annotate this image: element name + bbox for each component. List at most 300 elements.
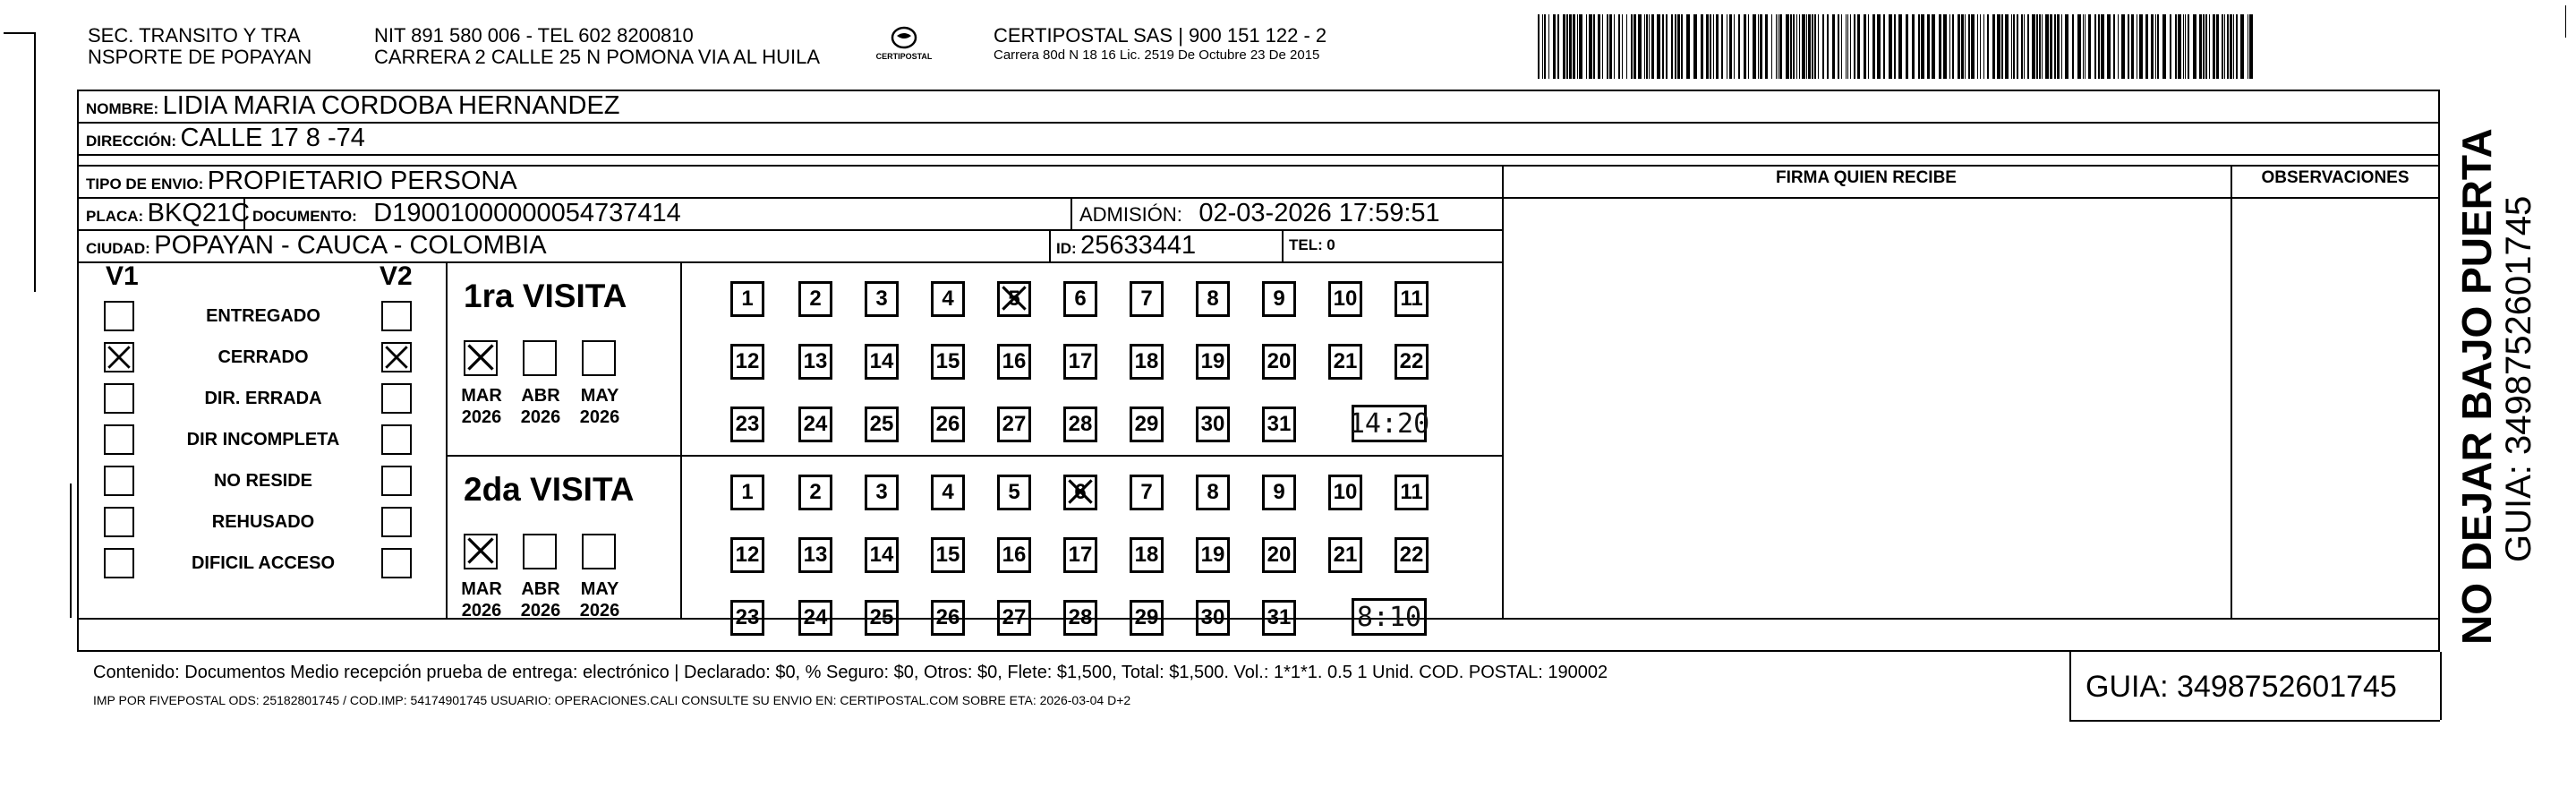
day-box[interactable] — [931, 600, 965, 636]
barcode-bar — [1812, 14, 1813, 79]
barcode-bar — [2077, 14, 2081, 79]
day-number: 2 — [809, 287, 822, 311]
v2-checkbox[interactable] — [381, 424, 412, 455]
barcode-bar — [2054, 14, 2056, 79]
barcode-bar — [2145, 14, 2148, 79]
tel-value: 0 — [1326, 236, 1335, 253]
day-box[interactable] — [1196, 475, 1230, 510]
day-box[interactable] — [1196, 407, 1230, 442]
barcode-bar — [1713, 14, 1714, 79]
id-divider — [1049, 229, 1051, 261]
day-box[interactable] — [1063, 281, 1097, 317]
day-box[interactable] — [730, 600, 764, 636]
barcode-bar — [2203, 14, 2205, 79]
ciudad-value: POPAYAN - CAUCA - COLOMBIA — [154, 231, 547, 260]
barcode-bar — [1758, 14, 1759, 79]
day-box[interactable] — [798, 475, 832, 510]
barcode-bar — [1793, 14, 1795, 79]
barcode-bar — [1710, 14, 1711, 79]
v2-checkbox[interactable] — [381, 548, 412, 578]
barcode-bar — [2065, 14, 2068, 79]
day-number: 5 — [1008, 480, 1020, 504]
day-number: 10 — [1333, 480, 1358, 504]
barcode-icon — [1538, 14, 2256, 79]
day-number: 30 — [1200, 412, 1225, 436]
day-number: 21 — [1333, 543, 1358, 567]
issuer-name-line1: SEC. TRANSITO Y TRA — [88, 24, 301, 47]
barcode-bar — [2083, 14, 2084, 79]
day-number: 24 — [803, 412, 828, 436]
barcode-bar — [1753, 14, 1756, 79]
barcode-bar — [2085, 14, 2086, 79]
barcode-bar — [2188, 14, 2189, 79]
v2-checkbox[interactable] — [381, 466, 412, 496]
barcode-bar — [1786, 14, 1789, 79]
day-number: 11 — [1400, 287, 1423, 311]
day-number: 25 — [869, 412, 894, 436]
month-checkbox[interactable] — [582, 534, 616, 569]
day-number: 13 — [803, 543, 828, 567]
barcode-bar — [1802, 14, 1805, 79]
barcode-bar — [1548, 14, 1549, 79]
issuer-name-line2: NSPORTE DE POPAYAN — [88, 46, 312, 68]
barcode-bar — [1538, 14, 1540, 79]
row-divider — [77, 618, 2440, 620]
day-box[interactable] — [1262, 475, 1296, 510]
carrier-logo-icon — [868, 23, 940, 64]
tipo-envio-label: TIPO DE ENVIO: — [86, 175, 204, 193]
day-box[interactable] — [1395, 281, 1429, 317]
barcode-bar — [1958, 14, 1960, 79]
day-number: 22 — [1399, 349, 1424, 373]
barcode-bar — [2193, 14, 2196, 79]
day-box[interactable] — [1063, 407, 1097, 442]
barcode-bar — [2042, 14, 2043, 79]
month-name: ABR — [521, 386, 560, 406]
day-number: 3 — [875, 287, 888, 311]
v2-checkbox[interactable] — [381, 342, 412, 372]
barcode-bar — [2094, 14, 2096, 79]
day-box[interactable] — [931, 407, 965, 442]
day-box[interactable] — [1130, 475, 1164, 510]
day-number: 4 — [942, 480, 954, 504]
month-name: MAY — [580, 579, 619, 599]
day-box[interactable] — [1328, 475, 1362, 510]
day-number: 23 — [735, 412, 760, 436]
month-year: 2026 — [461, 407, 502, 427]
barcode-bar — [1857, 14, 1860, 79]
day-box[interactable] — [997, 344, 1031, 380]
day-box[interactable] — [1395, 475, 1429, 510]
barcode-bar — [2162, 14, 2166, 79]
barcode-bar — [1918, 14, 1920, 79]
barcode-bar — [2036, 14, 2038, 79]
barcode-bar — [1889, 14, 1892, 79]
status-option-label: CERRADO — [218, 347, 309, 367]
barcode-bar — [2213, 14, 2215, 79]
barcode-bar — [1796, 14, 1797, 79]
day-box[interactable] — [798, 344, 832, 380]
barcode-bar — [1827, 14, 1829, 79]
day-box[interactable] — [730, 537, 764, 573]
barcode-bar — [1912, 14, 1915, 79]
barcode-bar — [2209, 14, 2210, 79]
barcode-bar — [1854, 14, 1855, 79]
v1-checkbox[interactable] — [104, 424, 134, 455]
issuer-nit: NIT 891 580 006 - TEL 602 8200810 — [374, 24, 694, 47]
day-box[interactable] — [865, 475, 899, 510]
issuer-name — [88, 25, 311, 68]
v2-header: V2 — [380, 261, 413, 291]
day-box[interactable] — [1262, 600, 1296, 636]
day-number: 30 — [1200, 605, 1225, 629]
barcode-bar — [1832, 14, 1835, 79]
month-name: MAY — [580, 386, 619, 406]
day-number: 3 — [875, 480, 888, 504]
barcode-bar — [1987, 14, 1989, 79]
day-box[interactable] — [1328, 281, 1362, 317]
barcode-bar — [1626, 14, 1627, 79]
day-box[interactable] — [1063, 537, 1097, 573]
day-number: 27 — [1002, 605, 1027, 629]
barcode-bar — [1977, 14, 1978, 79]
documento-value: D19001000000054737414 — [373, 199, 681, 227]
day-number: 25 — [869, 605, 894, 629]
barcode-bar — [1573, 14, 1575, 79]
day-number: 6 — [1074, 287, 1087, 311]
barcode-bar — [2170, 14, 2171, 79]
v1-checkbox[interactable] — [104, 342, 134, 372]
barcode-bar — [1589, 14, 1592, 79]
barcode-bar — [2227, 14, 2229, 79]
barcode-bar — [1644, 14, 1645, 79]
day-number: 20 — [1267, 543, 1292, 567]
day-number: 9 — [1273, 287, 1285, 311]
barcode-bar — [1675, 14, 1676, 79]
v1-checkbox[interactable] — [104, 507, 134, 537]
direccion-label: DIRECCIÓN: — [86, 133, 177, 150]
barcode-bar — [1776, 14, 1777, 79]
day-box[interactable] — [1063, 344, 1097, 380]
barcode-bar — [2057, 14, 2060, 79]
status-option-label: DIR. ERRADA — [204, 389, 322, 408]
barcode-bar — [1877, 14, 1881, 79]
day-box[interactable] — [730, 344, 764, 380]
barcode-bar — [1671, 14, 1673, 79]
day-number: 12 — [735, 543, 760, 567]
day-box[interactable] — [798, 407, 832, 442]
barcode-bar — [1631, 14, 1633, 79]
barcode-bar — [1949, 14, 1950, 79]
barcode-bar — [1921, 14, 1924, 79]
day-number: 27 — [1002, 412, 1027, 436]
barcode-bar — [1814, 14, 1816, 79]
barcode-bar — [1618, 14, 1620, 79]
month-checkbox[interactable] — [464, 534, 498, 569]
barcode-bar — [1553, 14, 1556, 79]
barcode-bar — [2216, 14, 2219, 79]
month-label — [456, 578, 507, 621]
month-checkbox[interactable] — [464, 340, 498, 376]
registration-mark-line — [34, 32, 36, 292]
day-box[interactable] — [997, 600, 1031, 636]
v2-checkbox[interactable] — [381, 383, 412, 414]
firma-header: FIRMA QUIEN RECIBE — [1776, 168, 1957, 187]
barcode-bar — [1716, 14, 1719, 79]
day-number: 31 — [1267, 605, 1292, 629]
barcode-bar — [1961, 14, 1964, 79]
day-number: 26 — [935, 605, 960, 629]
barcode-bar — [1980, 14, 1981, 79]
month-label — [575, 385, 625, 428]
day-box[interactable] — [1395, 537, 1429, 573]
barcode-bar — [2118, 14, 2119, 79]
x-mark-icon — [467, 344, 494, 371]
carrier-name: CERTIPOSTAL SAS | 900 151 122 - 2 — [994, 24, 1327, 47]
month-year: 2026 — [520, 601, 561, 621]
barcode-bar — [1939, 14, 1941, 79]
day-number: 14 — [869, 543, 894, 567]
day-number: 19 — [1200, 349, 1225, 373]
nombre-value: LIDIA MARIA CORDOBA HERNANDEZ — [162, 91, 620, 120]
barcode-bar — [1971, 14, 1975, 79]
guia-box-divider — [2069, 652, 2071, 720]
barcode-bar — [1822, 14, 1824, 79]
ciudad-field — [86, 229, 547, 266]
day-box[interactable] — [865, 537, 899, 573]
v2-checkbox[interactable] — [381, 301, 412, 331]
day-box[interactable] — [997, 537, 1031, 573]
barcode-bar — [1765, 14, 1768, 79]
nombre-label: NOMBRE: — [86, 100, 159, 117]
months-block-divider — [680, 261, 682, 618]
day-box[interactable] — [1262, 344, 1296, 380]
day-box[interactable] — [1130, 537, 1164, 573]
barcode-bar — [2088, 14, 2091, 79]
barcode-bar — [2155, 14, 2156, 79]
barcode-bar — [2139, 14, 2143, 79]
day-number: 15 — [935, 543, 960, 567]
barcode-bar — [1760, 14, 1762, 79]
day-number: 16 — [1002, 349, 1027, 373]
barcode-bar — [2121, 14, 2125, 79]
barcode-bar — [2017, 14, 2018, 79]
day-box[interactable] — [1395, 344, 1429, 380]
documento-field — [252, 197, 681, 234]
barcode-bar — [1622, 14, 1623, 79]
barcode-bar — [2157, 14, 2159, 79]
day-box[interactable] — [1130, 281, 1164, 317]
day-box[interactable] — [1130, 407, 1164, 442]
barcode-bar — [1666, 14, 1668, 79]
carrier-logo-text: CERTIPOSTAL — [875, 52, 933, 61]
barcode-bar — [1729, 14, 1732, 79]
barcode-bar — [1686, 14, 1690, 79]
barcode-bar — [1563, 14, 1565, 79]
barcode-bar — [2027, 14, 2029, 79]
day-box[interactable] — [1262, 407, 1296, 442]
issuer-contact — [374, 25, 820, 68]
day-box[interactable] — [730, 281, 764, 317]
barcode-bar — [1614, 14, 1615, 79]
carrier-logo — [868, 23, 940, 64]
barcode-bar — [1721, 14, 1723, 79]
day-number: 8 — [1207, 287, 1219, 311]
registration-mark-line-lower — [70, 484, 72, 618]
barcode-bar — [1808, 14, 1811, 79]
month-name: ABR — [521, 579, 560, 599]
day-box[interactable] — [1262, 281, 1296, 317]
barcode-bar — [2061, 14, 2062, 79]
day-number: 16 — [1002, 543, 1027, 567]
visit-title: 2da VISITA — [464, 471, 635, 508]
day-box[interactable] — [997, 475, 1031, 510]
barcode-bar — [2013, 14, 2015, 79]
day-number: 8 — [1207, 480, 1219, 504]
barcode-bar — [1932, 14, 1935, 79]
barcode-bar — [1748, 14, 1749, 79]
barcode-bar — [1968, 14, 1970, 79]
id-label: ID: — [1056, 240, 1077, 257]
barcode-bar — [1927, 14, 1930, 79]
status-option-label: DIFICIL ACCESO — [191, 553, 335, 573]
barcode-bar — [1799, 14, 1800, 79]
day-number: 1 — [741, 287, 754, 311]
v1-checkbox[interactable] — [104, 466, 134, 496]
day-number: 29 — [1134, 605, 1159, 629]
firma-header-underline — [1502, 197, 2440, 199]
barcode-bar — [1850, 14, 1851, 79]
admision-label: ADMISIÓN: — [1079, 203, 1182, 226]
footer-contents: Contenido: Documentos Medio recepción prueba de entrega: electrónico | Declarado: $0, % Seguro: $0, Otros: $0, Flete: $1,500, Total: $1,500. Vol.: 1*1*1. 0.5 1 Unid. COD. POSTAL: 190002 — [93, 663, 1608, 682]
barcode-bar — [2205, 14, 2207, 79]
v1-checkbox[interactable] — [104, 301, 134, 331]
direccion-field — [86, 122, 365, 158]
day-box[interactable] — [1196, 600, 1230, 636]
status-option-label: ENTREGADO — [206, 306, 320, 326]
visit-time-box[interactable] — [1352, 598, 1427, 636]
barcode-bar — [2021, 14, 2023, 79]
v2-checkbox[interactable] — [381, 507, 412, 537]
day-box[interactable] — [1063, 475, 1097, 510]
month-label — [516, 578, 566, 621]
barcode-bar — [1965, 14, 1966, 79]
day-box[interactable] — [798, 600, 832, 636]
day-box[interactable] — [931, 281, 965, 317]
day-box[interactable] — [730, 407, 764, 442]
barcode-bar — [2222, 14, 2223, 79]
admision-field — [1079, 197, 1440, 234]
day-box[interactable] — [997, 281, 1031, 317]
placa-field — [86, 197, 250, 234]
barcode-bar — [2050, 14, 2052, 79]
footer-print-info: IMP POR FIVEPOSTAL ODS: 25182801745 / COD.IMP: 54174901745 USUARIO: OPERACIONES.CALI CONSULTE SU ENVIO EN: CERTIPOSTAL.COM SOBRE ETA: 2026-03-04 D+2 — [93, 693, 1131, 707]
v1-checkbox[interactable] — [104, 383, 134, 414]
month-checkbox[interactable] — [523, 340, 557, 376]
barcode-bar — [2178, 14, 2181, 79]
day-box[interactable] — [1328, 344, 1362, 380]
day-box[interactable] — [931, 537, 965, 573]
barcode-bar — [1677, 14, 1680, 79]
day-number: 28 — [1068, 412, 1093, 436]
barcode-bar — [1651, 14, 1654, 79]
day-box[interactable] — [1130, 344, 1164, 380]
day-box[interactable] — [931, 475, 965, 510]
day-box[interactable] — [798, 281, 832, 317]
day-box[interactable] — [1262, 537, 1296, 573]
x-mark-icon — [467, 537, 494, 564]
barcode-bar — [2001, 14, 2003, 79]
day-box[interactable] — [865, 600, 899, 636]
day-number: 29 — [1134, 412, 1159, 436]
day-box[interactable] — [865, 407, 899, 442]
barcode-bar — [1602, 14, 1603, 79]
day-number: 11 — [1400, 480, 1423, 504]
day-number: 17 — [1068, 543, 1093, 567]
edge-mark-right — [2565, 5, 2566, 38]
firma-column-divider — [1502, 165, 1504, 618]
day-box[interactable] — [865, 344, 899, 380]
month-checkbox[interactable] — [523, 534, 557, 569]
barcode-bar — [1779, 14, 1782, 79]
barcode-bar — [1662, 14, 1664, 79]
barcode-bar — [2005, 14, 2009, 79]
day-box[interactable] — [1196, 537, 1230, 573]
day-number: 13 — [803, 349, 828, 373]
day-box[interactable] — [1196, 281, 1230, 317]
day-number: 18 — [1134, 349, 1159, 373]
day-box[interactable] — [798, 537, 832, 573]
barcode-bar — [1992, 14, 1995, 79]
placa-value: BKQ21C — [147, 199, 251, 227]
side-guia-number: GUIA: 3498752601745 — [2499, 195, 2538, 562]
barcode-bar — [1701, 14, 1703, 79]
barcode-bar — [1738, 14, 1740, 79]
day-box[interactable] — [1196, 344, 1230, 380]
day-box[interactable] — [865, 281, 899, 317]
day-box[interactable] — [931, 344, 965, 380]
day-box[interactable] — [730, 475, 764, 510]
v1-checkbox[interactable] — [104, 548, 134, 578]
day-box[interactable] — [997, 407, 1031, 442]
month-name: MAR — [461, 579, 502, 599]
barcode-bar — [2199, 14, 2202, 79]
day-number: 10 — [1333, 287, 1358, 311]
x-mark-icon — [107, 346, 131, 369]
barcode-bar — [1894, 14, 1896, 79]
barcode-bar — [1818, 14, 1819, 79]
guia-number-box: GUIA: 3498752601745 — [2086, 670, 2397, 704]
row-divider — [77, 154, 2440, 156]
tel-divider — [1282, 229, 1284, 261]
month-year: 2026 — [579, 407, 620, 427]
barcode-bar — [2098, 14, 2100, 79]
day-box[interactable] — [1130, 600, 1164, 636]
day-box[interactable] — [1063, 600, 1097, 636]
day-box[interactable] — [1328, 537, 1362, 573]
tel-label: TEL: — [1289, 236, 1323, 253]
carrier-license: Carrera 80d N 18 16 Lic. 2519 De Octubre 23 De 2015 — [994, 47, 1320, 63]
registration-mark-top — [4, 32, 34, 34]
footer-right-line — [2440, 652, 2442, 720]
barcode-bar — [1872, 14, 1875, 79]
month-checkbox[interactable] — [582, 340, 616, 376]
barcode-bar — [2240, 14, 2244, 79]
visit-time-box[interactable] — [1348, 405, 1430, 442]
day-number: 20 — [1267, 349, 1292, 373]
v1-header: V1 — [106, 261, 139, 291]
barcode-bar — [1638, 14, 1642, 79]
